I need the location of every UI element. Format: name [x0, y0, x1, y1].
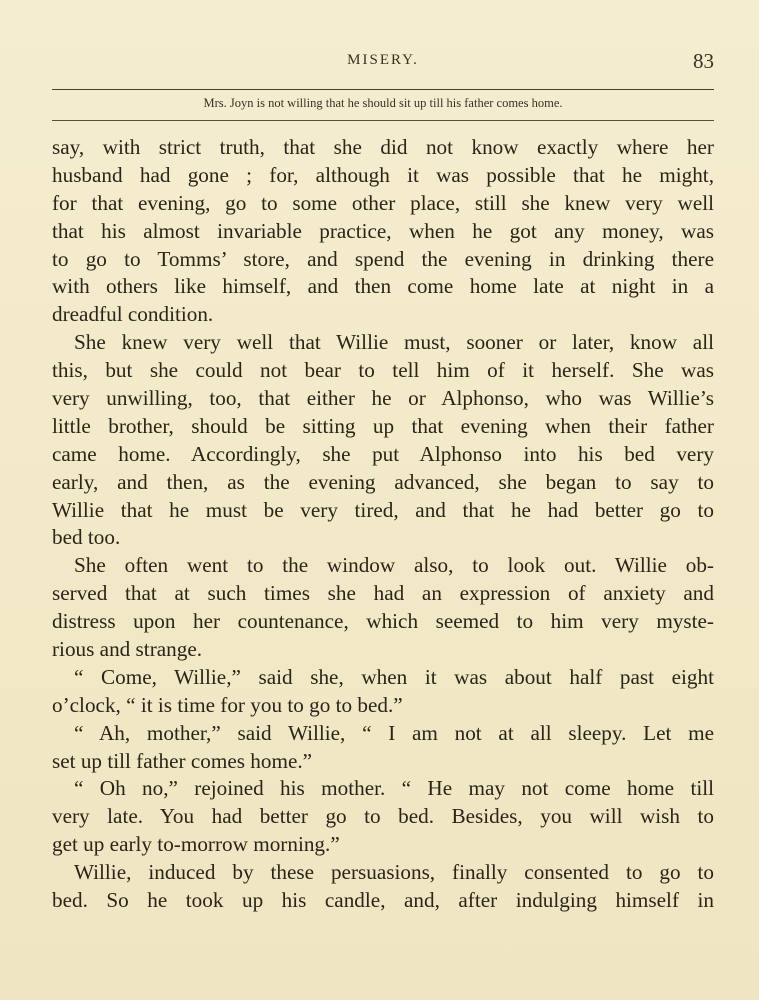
header-rule	[52, 89, 714, 90]
text-line: dreadful condition.	[52, 302, 214, 327]
text-line: “ Ah, mother,” said Willie, “ I am not at all sleepy. Let me	[74, 720, 714, 745]
running-head	[52, 49, 714, 76]
body-text	[52, 134, 714, 915]
text-line: that his almost invariable practice, when he got any money, was	[52, 218, 714, 243]
text-line: get up early to-morrow morning.”	[52, 832, 340, 857]
text-line: “ Oh no,” rejoined his mother. “ He may not come home till	[74, 776, 714, 801]
text-line: She knew very well that Willie must, sooner or later, know all	[74, 330, 714, 355]
text-line: Willie, induced by these persuasions, finally consented to go to	[74, 860, 714, 885]
text-line: say, with strict truth, that she did not know exactly where her	[52, 135, 714, 159]
summary-rule	[52, 120, 714, 121]
text-line: little brother, should be sitting up that evening when their father	[52, 413, 714, 438]
text-line: o’clock, “ it is time for you to go to bed.”	[52, 692, 403, 717]
page-number: 83	[693, 49, 714, 73]
text-line: this, but she could not bear to tell him of it herself. She was	[52, 358, 714, 383]
text-line: rious and strange.	[52, 637, 203, 662]
text-line: with others like himself, and then come home late at night in a	[52, 274, 714, 299]
text-line: to go to Tomms’ store, and spend the evening in drinking there	[52, 246, 714, 271]
text-line: distress upon her countenance, which seemed to him very myste-	[52, 609, 714, 634]
text-line: very unwilling, too, that either he or Alphonso, who was Willie’s	[52, 386, 714, 411]
text-line: She often went to the window also, to look out. Willie ob-	[74, 553, 714, 578]
text-line: bed too.	[52, 525, 121, 550]
page-summary: Mrs. Joyn is not willing that he should sit up till his father comes home.	[203, 96, 563, 110]
running-title: MISERY.	[347, 52, 419, 68]
text-line: for that evening, go to some other place, still she knew very well	[52, 190, 714, 215]
text-line: very late. You had better go to bed. Besides, you will wish to	[52, 804, 714, 829]
text-line: bed. So he took up his candle, and, after indulging himself in	[52, 888, 714, 913]
text-line: came home. Accordingly, she put Alphonso into his bed very	[52, 441, 714, 466]
text-line: served that at such times she had an expression of anxiety and	[52, 581, 714, 606]
text-line: set up till father comes home.”	[52, 748, 313, 773]
text-line: early, and then, as the evening advanced, she began to say to	[52, 469, 714, 494]
text-line: husband had gone ; for, although it was possible that he might,	[52, 162, 714, 187]
text-line: “ Come, Willie,” said she, when it was about half past eight	[74, 664, 714, 689]
text-line: Willie that he must be very tired, and that he had better go to	[52, 497, 714, 522]
